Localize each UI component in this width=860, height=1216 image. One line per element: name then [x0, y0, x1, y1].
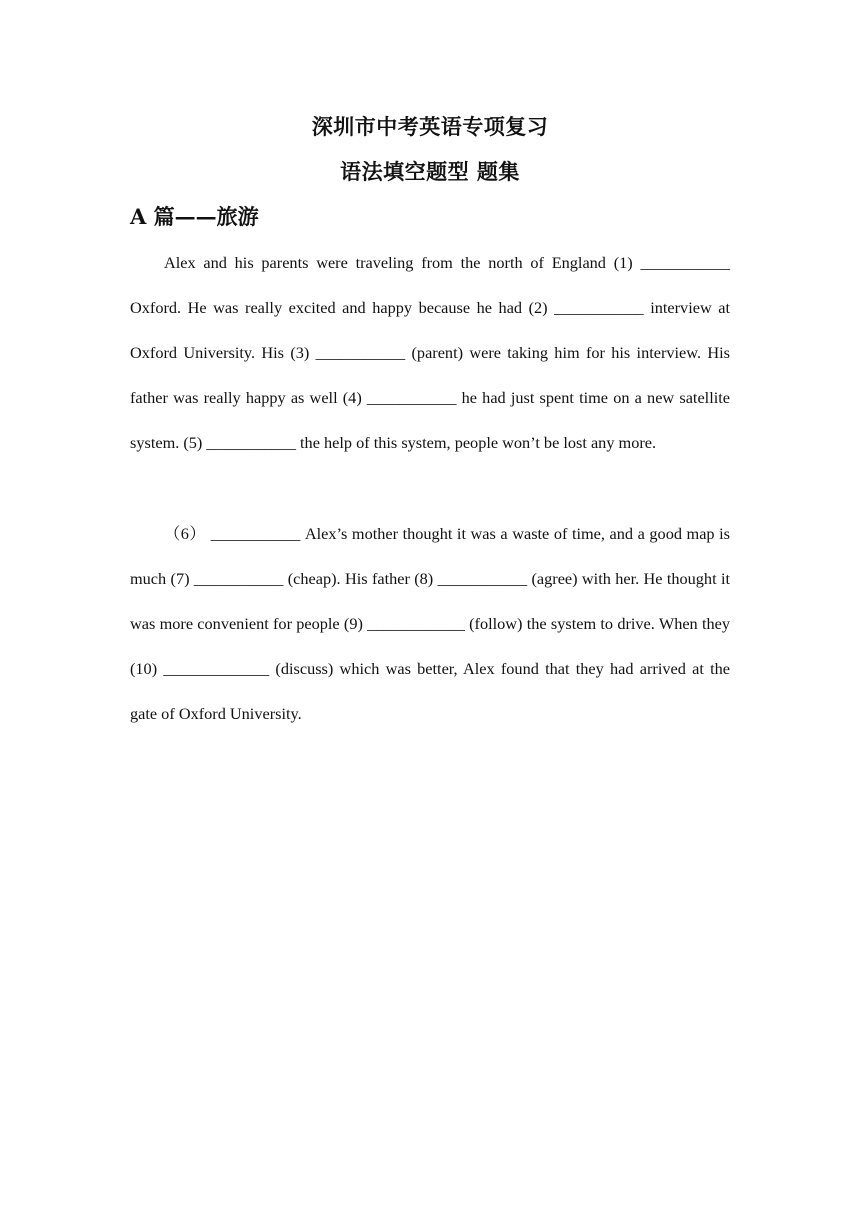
- paragraph-1: Alex and his parents were traveling from the north of England (1) ___________ Oxford. He was really excited and happy because he had (2) ___________ interview at Oxford University. His (3) ___________ (parent) were taking him for his interview. His father was really happy as well (4) ___________ he had just spent time on a new satellite system. (5) ___________ the help of this system, people won’t be lost any more.: [130, 253, 730, 452]
- section-heading: A 篇——旅游: [130, 204, 259, 229]
- passage-block-1: [130, 240, 730, 465]
- page-subtitle: 语法填空题型 题集: [340, 159, 520, 184]
- passage-block-2: [130, 511, 730, 736]
- page-title: 深圳市中考英语专项复习: [311, 114, 549, 139]
- paragraph-2: （6） ___________ Alex’s mother thought it was a waste of time, and a good map is much (7) ___________ (cheap). His father (8) ___________ (agree) with her. He thought it was more convenient for people (9) ____________ (follow) the system to drive. When they (10) _____________ (discuss) which was better, Alex found that they had arrived at the gate of Oxford University.: [130, 524, 730, 723]
